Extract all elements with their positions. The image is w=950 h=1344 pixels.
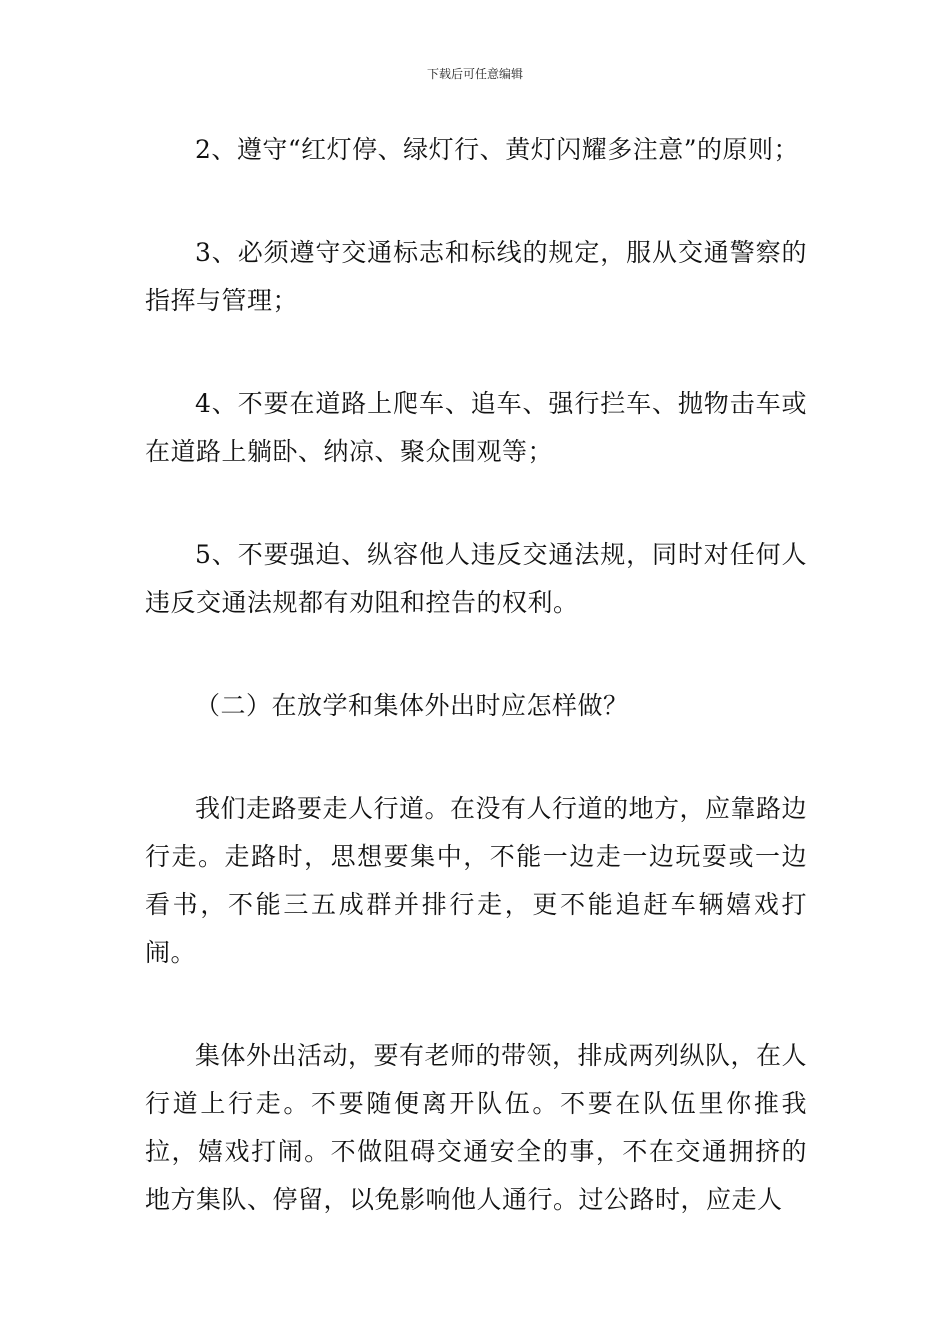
paragraph-rule-4: 4、不要在道路上爬车、追车、强行拦车、抛物击车或在道路上躺卧、纳凉、聚众围观等； — [145, 389, 807, 466]
paragraph-rule-2: 2、遵守“红灯停、绿灯行、黄灯闪耀多注意”的原则； — [195, 135, 799, 164]
paragraph-rule-5: 5、不要强迫、纵容他人违反交通法规，同时对任何人违反交通法规都有劝阻和控告的权利。 — [145, 540, 807, 617]
paragraph-rule-3: 3、必须遵守交通标志和标线的规定，服从交通警察的指挥与管理； — [145, 238, 807, 315]
page-header: 下载后可任意编辑 — [426, 67, 523, 81]
document-body — [145, 126, 807, 1224]
paragraph-walking: 我们走路要走人行道。在没有人行道的地方，应靠路边行走。走路时，思想要集中，不能一边走一边玩耍或一边看书，不能三五成群并排行走，更不能追赶车辆嬉戏打闹。 — [145, 794, 808, 967]
paragraph-group-outing: 集体外出活动，要有老师的带领，排成两列纵队，在人行道上行走。不要随便离开队伍。不要在队伍里你推我拉，嬉戏打闹。不做阻碍交通安全的事，不在交通拥挤的地方集队、停留，以免影响他人通行。过公路时，应走人 — [145, 1041, 808, 1214]
section-heading: （二）在放学和集体外出时应怎样做？ — [195, 691, 629, 720]
